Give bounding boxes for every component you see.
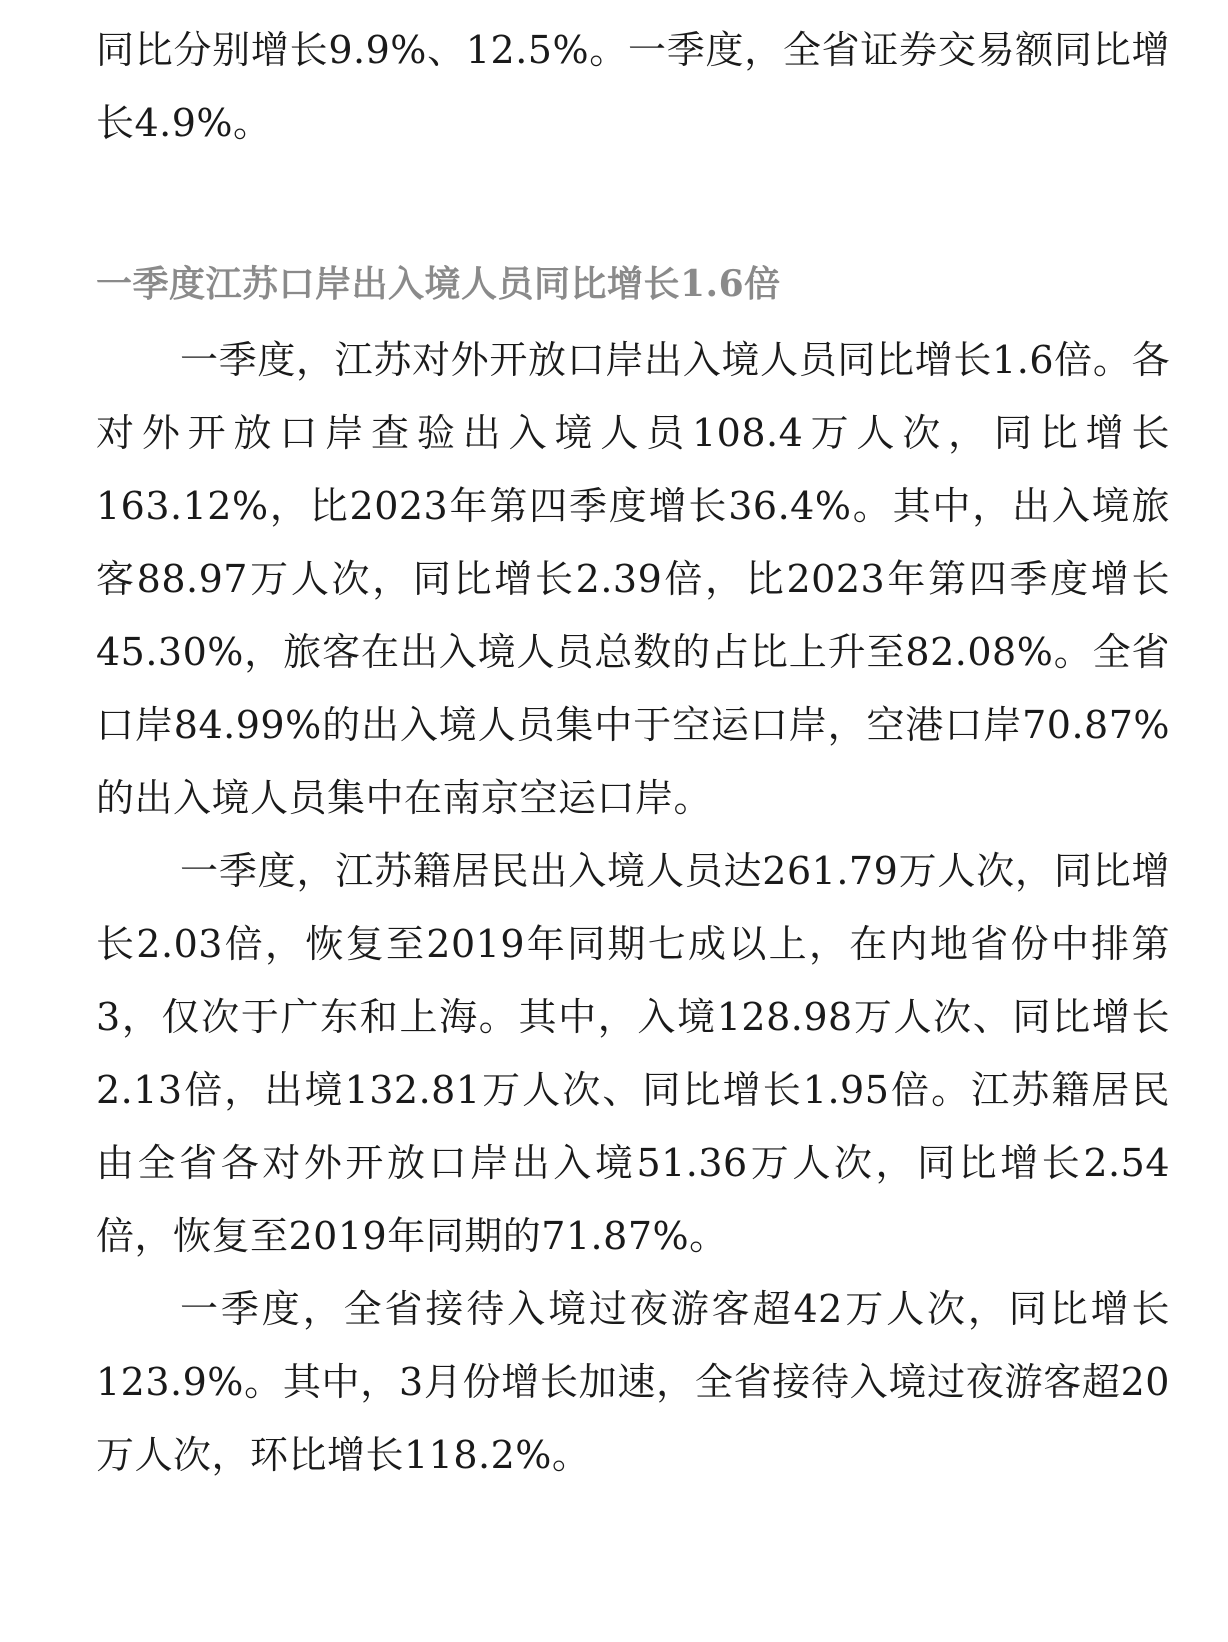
paragraph-border-crossings: 一季度，江苏对外开放口岸出入境人员同比增长1.6倍。各对外开放口岸查验出入境人员108.4万人次，同比增长163.12%，比2023年第四季度增长36.4%。其中，出入境旅客88.97万人次，同比增长2.39倍，比2023年第四季度增长45.30%，旅客在出入境人员总数的占比上升至82.08%。全省口岸84.99%的出入境人员集中于空运口岸，空港口岸70.87%的出入境人员集中在南京空运口岸。 bbox=[96, 338, 1170, 820]
intro-paragraph: 同比分别增长9.9%、12.5%。一季度，全省证券交易额同比增长4.9%。 bbox=[96, 28, 1170, 145]
paragraph-jiangsu-residents: 一季度，江苏籍居民出入境人员达261.79万人次，同比增长2.03倍，恢复至2019年同期七成以上，在内地省份中排第3，仅次于广东和上海。其中，入境128.98万人次、同比增长2.13倍，出境132.81万人次、同比增长1.95倍。江苏籍居民由全省各对外开放口岸出入境51.36万人次，同比增长2.54倍，恢复至2019年同期的71.87%。 bbox=[96, 849, 1170, 1258]
paragraph-inbound-tourists: 一季度，全省接待入境过夜游客超42万人次，同比增长123.9%。其中，3月份增长加速，全省接待入境过夜游客超20万人次，环比增长118.2%。 bbox=[96, 1287, 1170, 1477]
section-heading: 一季度江苏口岸出入境人员同比增长1.6倍 bbox=[96, 263, 781, 305]
document-page bbox=[96, 14, 1170, 1492]
